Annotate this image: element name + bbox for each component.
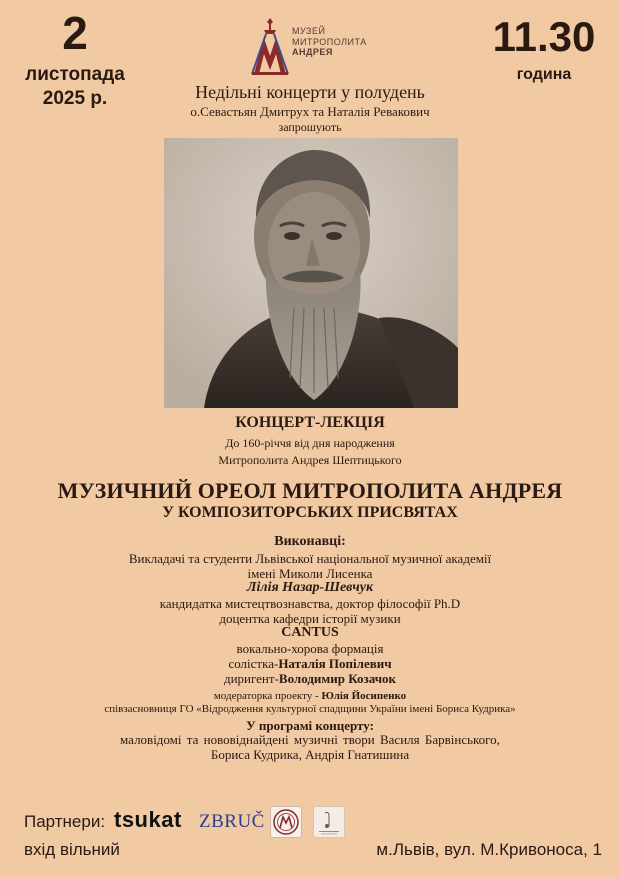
soloist-title-1: кандидатка мистецтвознавства, доктор філософії Ph.D [159,596,461,611]
logo-line-2: МИТРОПОЛИТА [292,36,367,47]
soloist-name: Лілія Назар-Шевчук [246,580,374,595]
ensemble-soloist-name: Наталія Попілевич [278,656,392,671]
moderator-prefix: модераторка проекту - [213,690,322,702]
event-title: МУЗИЧНИЙ ОРЕОЛ МИТРОПОЛИТА АНДРЕЯ [57,478,563,503]
moderator-name: Юлія Йосипенко [321,690,407,702]
hosts-line: о.Севастьян Дмитрух та Наталія Ревакович [190,104,430,119]
metropolitan-portrait [164,138,458,408]
date-day: 2 [62,7,88,59]
anniversary-line-2: Митрополита Андрея Шептицького [218,453,402,467]
logo-line-3: АНДРЕЯ [292,47,333,57]
conductor-line [0,671,620,686]
moderator-line [0,690,620,703]
concert-series-title: Недільні концерти у полудень [195,82,425,102]
moderator-organization: співзасновниця ГО «Відродження культурної спадщини України імені Бориса Кудрика» [104,703,516,715]
event-subtitle: У КОМПОЗИТОРСЬКИХ ПРИСВЯТАХ [162,504,458,521]
ensemble-description: вокально-хорова формація [236,641,384,656]
event-genre: КОНЦЕРТ-ЛЕКЦІЯ [235,414,385,431]
ensemble-name: CANTUS [281,625,339,640]
anniversary-line-1: До 160-річчя від дня народження [225,436,395,450]
portrait-image [164,138,458,408]
academy-line-1: Викладачі та студенти Львівської національної музичної академії [128,551,492,566]
time-label: година [516,66,572,83]
invite-line: запрошують [278,120,342,134]
logo-line-1: МУЗЕЙ [292,26,326,36]
partner-foundation-icon [313,806,345,838]
conductor-name: Володимир Козачок [278,671,397,686]
time-value: 11.30 [492,13,596,60]
program-line-1: маловідомі та нововіднайдені музичні твори Василя Барвінського, [120,732,500,747]
soloist-title-2: доцентка кафедри історії музики [219,611,401,626]
ensemble-soloist-line [0,656,620,671]
conductor-prefix: диригент- [223,671,279,686]
partner-seal-icon [270,806,302,838]
museum-logo-icon [250,16,290,78]
partner-zbruc-logo: ZBRUČ [199,811,265,832]
program-line-2: Бориса Кудрика, Андрія Гнатишина [210,747,410,762]
partners-label: Партнери: [24,812,106,831]
performers-heading: Виконавці: [274,534,346,549]
museum-logo-text [292,26,367,58]
date-month: листопада [25,64,125,85]
ensemble-soloist-prefix: солістка- [228,656,279,671]
program-heading: У програмі концерту: [246,718,374,733]
free-entry-label: вхід вільний [24,840,120,859]
academy-line-2: імені Миколи Лисенка [247,566,373,581]
venue-address: м.Львів, вул. М.Кривоноса, 1 [376,840,602,859]
date-year: 2025 р. [42,88,108,109]
partner-tsukat-logo: tsukat [114,807,182,832]
